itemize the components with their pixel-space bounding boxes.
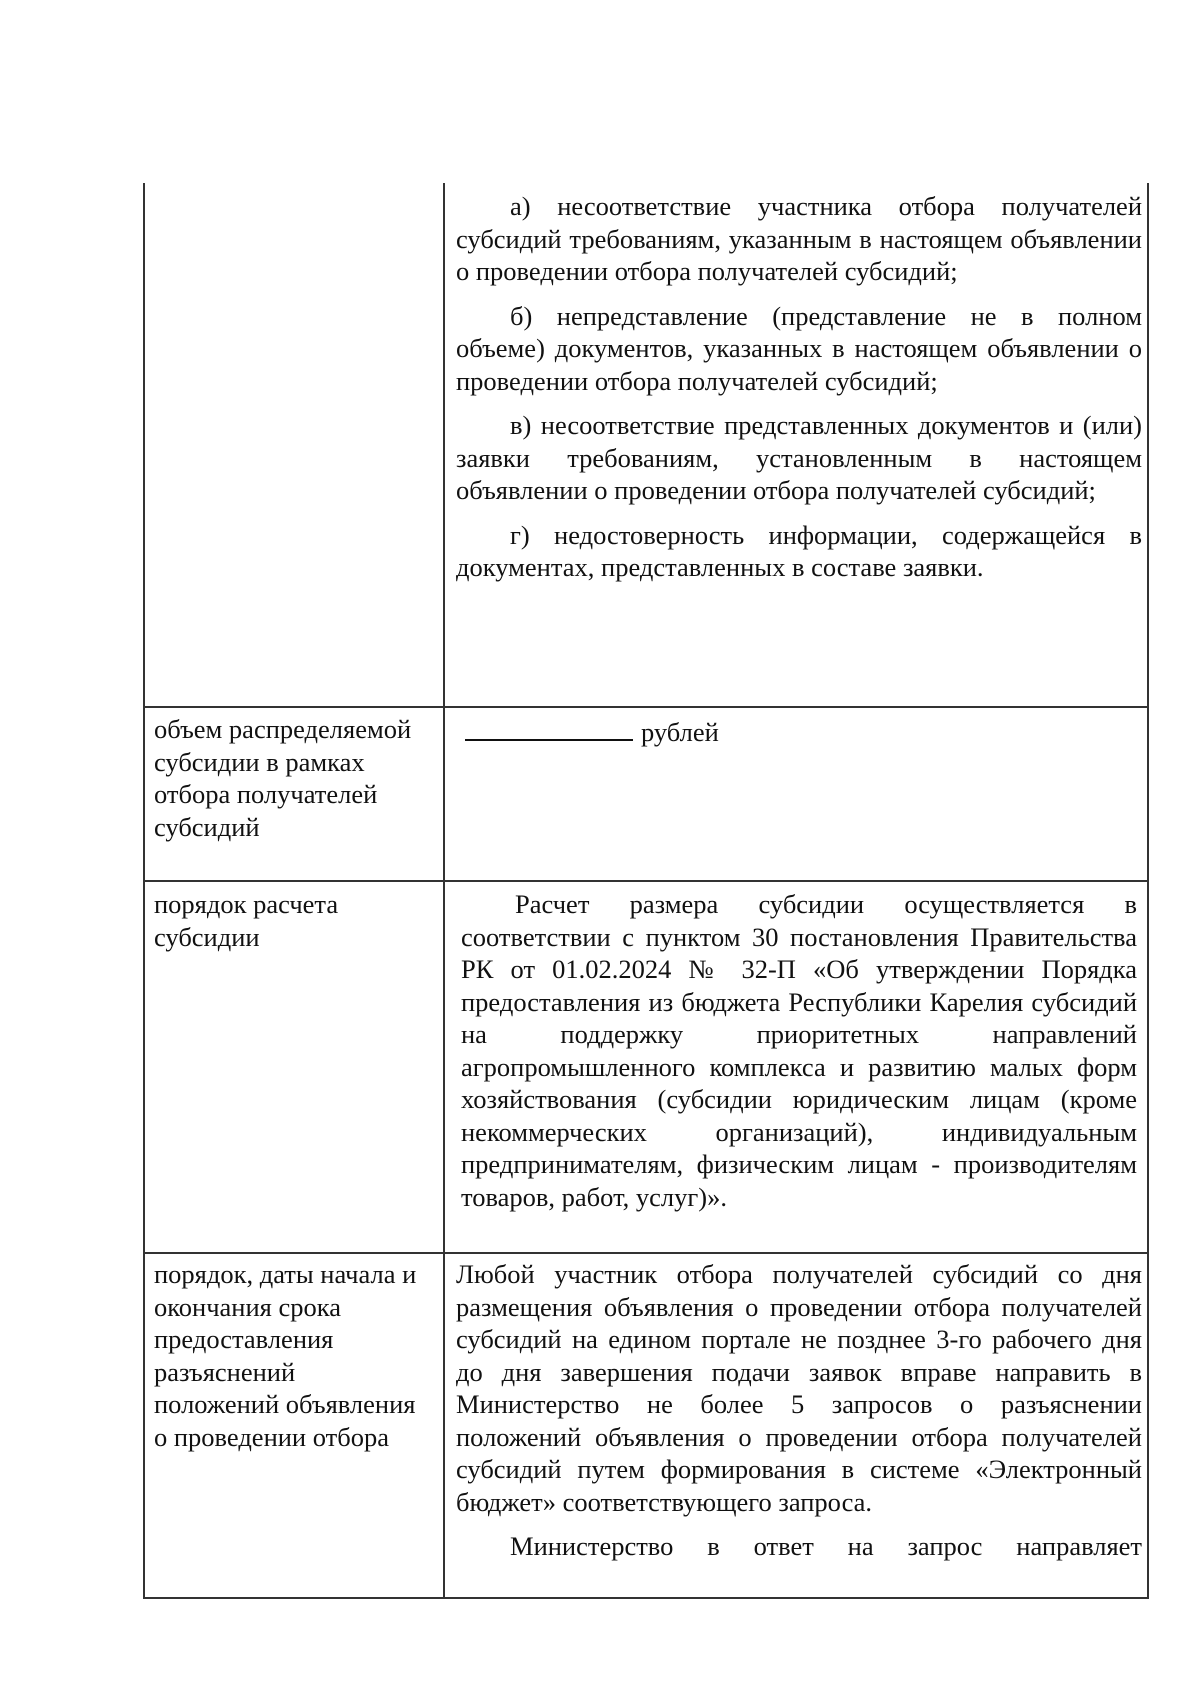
- row-divider-3: [143, 1252, 1149, 1254]
- row2-content: [461, 713, 1151, 749]
- rejection-item-a: а) несоответствие участника отбора получателей субсидий требованиям, указанным в настоящем объявлении о проведении отбора получателей субсидий;: [456, 191, 1142, 286]
- table-border-middle: [443, 183, 445, 1599]
- calculation-paragraph: Расчет размера субсидии осуществляется в соответствии с пунктом 30 постановления Правительства РК от 01.02.2024 № 32-П «Об утверждении Порядка предоставления из бюджета Республики Карелия субсидий на поддержку приоритетных направлений агропромышленного комплекса и развитию малых форм хозяйствования (субсидии юридическим лицам (кроме некоммерческих организаций), индивидуальным предпринимателям, физическим лицам - производителям товаров, работ, услуг)».: [461, 889, 1137, 1212]
- table-border-left: [143, 183, 145, 1599]
- row4-label: порядок, даты начала и окончания срока предоставления разъяснений положений объявления о проведении отбора: [154, 1259, 417, 1452]
- rejection-item-b: б) непредставление (представление не в полном объеме) документов, указанных в настоящем объявлении о проведении отбора получателей субсидий;: [456, 300, 1142, 396]
- row4-content: [456, 1258, 1142, 1563]
- amount-blank-field: [465, 713, 633, 741]
- row3-content: [461, 888, 1137, 1213]
- row-divider-1: [143, 706, 1149, 708]
- table-border-right: [1147, 183, 1149, 1599]
- row1-content: [456, 190, 1142, 584]
- row3-label: порядок расчета субсидии: [154, 889, 339, 952]
- row-divider-2: [143, 880, 1149, 882]
- amount-unit: рублей: [641, 717, 719, 747]
- rejection-item-c: в) несоответствие представленных документов и (или) заявки требованиям, установленным в настоящем объявлении о проведении отбора получателей субсидий;: [456, 410, 1142, 505]
- clarification-paragraph-1: Любой участник отбора получателей субсидий со дня размещения объявления о проведении отбора получателей субсидий на едином портале не позднее 3-го рабочего дня до дня завершения подачи заявок вправе направить в Министерство не более 5 запросов о разъяснении положений объявления о проведении отбора получателей субсидий путем формирования в системе «Электронный бюджет» соответствующего запроса.: [456, 1259, 1142, 1517]
- clarification-paragraph-2: Министерство в ответ на запрос направляет: [510, 1531, 1142, 1561]
- table-border-bottom: [143, 1597, 1149, 1599]
- row2-label: объем распределяемой субсидии в рамках отбора получателей субсидий: [154, 714, 412, 842]
- rejection-item-d: г) недостоверность информации, содержащейся в документах, представленных в составе заявки.: [456, 519, 1142, 582]
